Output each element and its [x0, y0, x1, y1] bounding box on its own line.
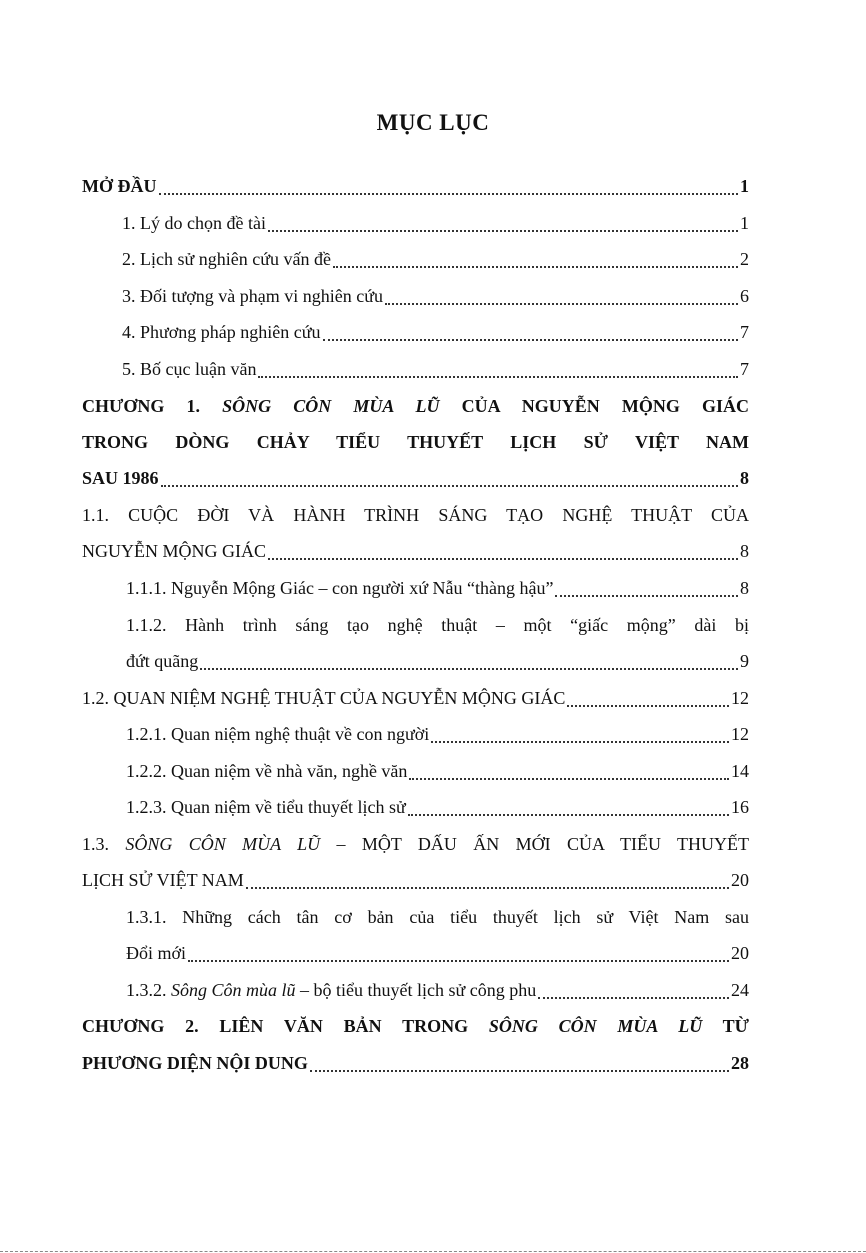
- toc-entry[interactable]: [126, 753, 749, 789]
- dot-leader: [408, 814, 729, 816]
- toc-entry[interactable]: [82, 168, 749, 204]
- dot-leader: [555, 595, 738, 597]
- toc-entry[interactable]: [82, 1045, 749, 1081]
- toc-entry-text: – MỘT DẤU ẤN MỚI CỦA TIỂU THUYẾT: [320, 834, 749, 854]
- toc-entry-text: LỊCH SỬ VIỆT NAM: [82, 870, 244, 890]
- toc-entry-text: TRONG DÒNG CHẢY TIỂU THUYẾT LỊCH SỬ VIỆT NAM: [82, 432, 749, 452]
- toc-entry-text: 1.2.1. Quan niệm nghệ thuật về con người: [126, 724, 430, 744]
- toc-page-number: 20: [731, 943, 749, 963]
- toc-entry-line[interactable]: [82, 497, 749, 533]
- dot-leader: [258, 376, 738, 378]
- dot-leader: [159, 193, 739, 195]
- page-title: MỤC LỤC: [376, 110, 490, 135]
- toc-entry[interactable]: [122, 351, 749, 387]
- toc-page-number: 12: [731, 724, 749, 744]
- toc-entry-text-rest: – bộ tiểu thuyết lịch sử công phu: [295, 980, 537, 1000]
- toc-entry-text: [126, 972, 536, 1008]
- toc-entry-line[interactable]: [82, 424, 749, 460]
- toc-entry[interactable]: [126, 789, 749, 825]
- page-bottom-edge: [0, 1251, 866, 1252]
- toc-entry-text: 1.2. QUAN NIỆM NGHỆ THUẬT CỦA NGUYỄN MỘNG GIÁC: [82, 688, 566, 708]
- toc-entry[interactable]: [126, 972, 749, 1008]
- toc-entry-text: NGUYỄN MỘNG GIÁC: [82, 541, 266, 561]
- toc-entry-text: 1.2.2. Quan niệm về nhà văn, nghề văn: [126, 761, 408, 781]
- toc-entry-text: 3. Đối tượng và phạm vi nghiên cứu: [122, 286, 383, 306]
- toc-entry-text: MỞ ĐẦU: [82, 176, 157, 196]
- dot-leader: [188, 960, 729, 962]
- toc-page-number: 8: [740, 541, 749, 561]
- dot-leader: [567, 705, 729, 707]
- toc-entry-text: 1.1.2. Hành trình sáng tạo nghệ thuật – một “giấc mộng” dài bị: [126, 615, 749, 635]
- dot-leader: [409, 778, 729, 780]
- dot-leader: [200, 668, 738, 670]
- toc-entry-italic-title: SÔNG CÔN MÙA LŨ: [488, 1016, 703, 1036]
- toc-entry-text: 5. Bố cục luận văn: [122, 359, 257, 379]
- toc-page-number: 7: [740, 359, 749, 379]
- toc-entry-text: CỦA NGUYỄN MỘNG GIÁC: [439, 396, 749, 416]
- toc-entry[interactable]: [82, 460, 749, 496]
- toc-entry-text: 1.2.3. Quan niệm về tiểu thuyết lịch sử: [126, 797, 406, 817]
- toc-page-number: 9: [740, 651, 749, 671]
- toc-entry-text: SAU 1986: [82, 468, 159, 488]
- toc-page-number: 24: [731, 980, 749, 1000]
- toc-page-number: 1: [740, 213, 749, 233]
- toc-entry-line[interactable]: [126, 607, 749, 643]
- toc-entry-line[interactable]: [82, 826, 749, 862]
- toc-entry-text: CHƯƠNG 2. LIÊN VĂN BẢN TRONG: [82, 1016, 489, 1036]
- toc-page-number: 6: [740, 286, 749, 306]
- toc-entry[interactable]: [82, 533, 749, 569]
- toc-page-number: 12: [731, 688, 749, 708]
- toc-entry-text: 1.1.1. Nguyễn Mộng Giác – con người xứ Nẫu “thàng hậu”: [126, 578, 554, 598]
- dot-leader: [323, 339, 738, 341]
- toc-entry-line[interactable]: [82, 388, 749, 424]
- toc-entry-text: 4. Phương pháp nghiên cứu: [122, 322, 321, 342]
- toc-page-number: 20: [731, 870, 749, 890]
- toc-page-number: 2: [740, 249, 749, 269]
- toc-entry-text: đứt quãng: [126, 651, 199, 671]
- toc-page-number: 1: [740, 176, 749, 196]
- dot-leader: [161, 485, 738, 487]
- dot-leader: [431, 741, 729, 743]
- toc-entry[interactable]: [126, 570, 749, 606]
- toc-entry-line[interactable]: [82, 1008, 749, 1044]
- dot-leader: [268, 558, 738, 560]
- toc-page-number: 8: [740, 578, 749, 598]
- toc-entry[interactable]: [122, 241, 749, 277]
- toc-entry[interactable]: [122, 314, 749, 350]
- toc-page-number: 28: [731, 1053, 749, 1073]
- toc-page-number: 16: [731, 797, 749, 817]
- toc-entry-line[interactable]: [126, 899, 749, 935]
- toc-entry[interactable]: [126, 716, 749, 752]
- toc-entry-text: CHƯƠNG 1.: [82, 396, 223, 416]
- dot-leader: [538, 997, 729, 999]
- toc-page-number: 7: [740, 322, 749, 342]
- dot-leader: [385, 303, 738, 305]
- toc-entry-number: 1.3.2.: [126, 980, 171, 1000]
- toc-entry-italic-title: SÔNG CÔN MÙA LŨ: [222, 396, 440, 416]
- toc-page-number: 8: [740, 468, 749, 488]
- dot-leader: [310, 1070, 729, 1072]
- toc-entry-text: TỪ: [702, 1016, 750, 1036]
- toc-entry[interactable]: [126, 935, 749, 971]
- dot-leader: [246, 887, 729, 889]
- toc-page-number: 14: [731, 761, 749, 781]
- toc-entry-text: 1.1. CUỘC ĐỜI VÀ HÀNH TRÌNH SÁNG TẠO NGHỆ THUẬT CỦA: [82, 505, 749, 525]
- toc-entry-text: 1.3.1. Những cách tân cơ bản của tiểu thuyết lịch sử Việt Nam sau: [126, 907, 749, 927]
- toc-entry-text: 2. Lịch sử nghiên cứu vấn đề: [122, 249, 331, 269]
- toc-entry-text: 1.3.: [82, 834, 126, 854]
- toc-entry[interactable]: [122, 205, 749, 241]
- dot-leader: [268, 230, 738, 232]
- toc-entry[interactable]: [126, 643, 749, 679]
- toc-entry-italic-title: SÔNG CÔN MÙA LŨ: [125, 834, 321, 854]
- toc-entry-italic-title: Sông Côn mùa lũ: [171, 980, 296, 1000]
- toc-entry-text: 1. Lý do chọn đề tài: [122, 213, 266, 233]
- toc-entry[interactable]: [82, 680, 749, 716]
- toc-entry[interactable]: [122, 278, 749, 314]
- toc-entry-text: PHƯƠNG DIỆN NỘI DUNG: [82, 1053, 308, 1073]
- dot-leader: [333, 266, 738, 268]
- toc-entry-text: Đổi mới: [126, 943, 187, 963]
- toc-entry[interactable]: [82, 862, 749, 898]
